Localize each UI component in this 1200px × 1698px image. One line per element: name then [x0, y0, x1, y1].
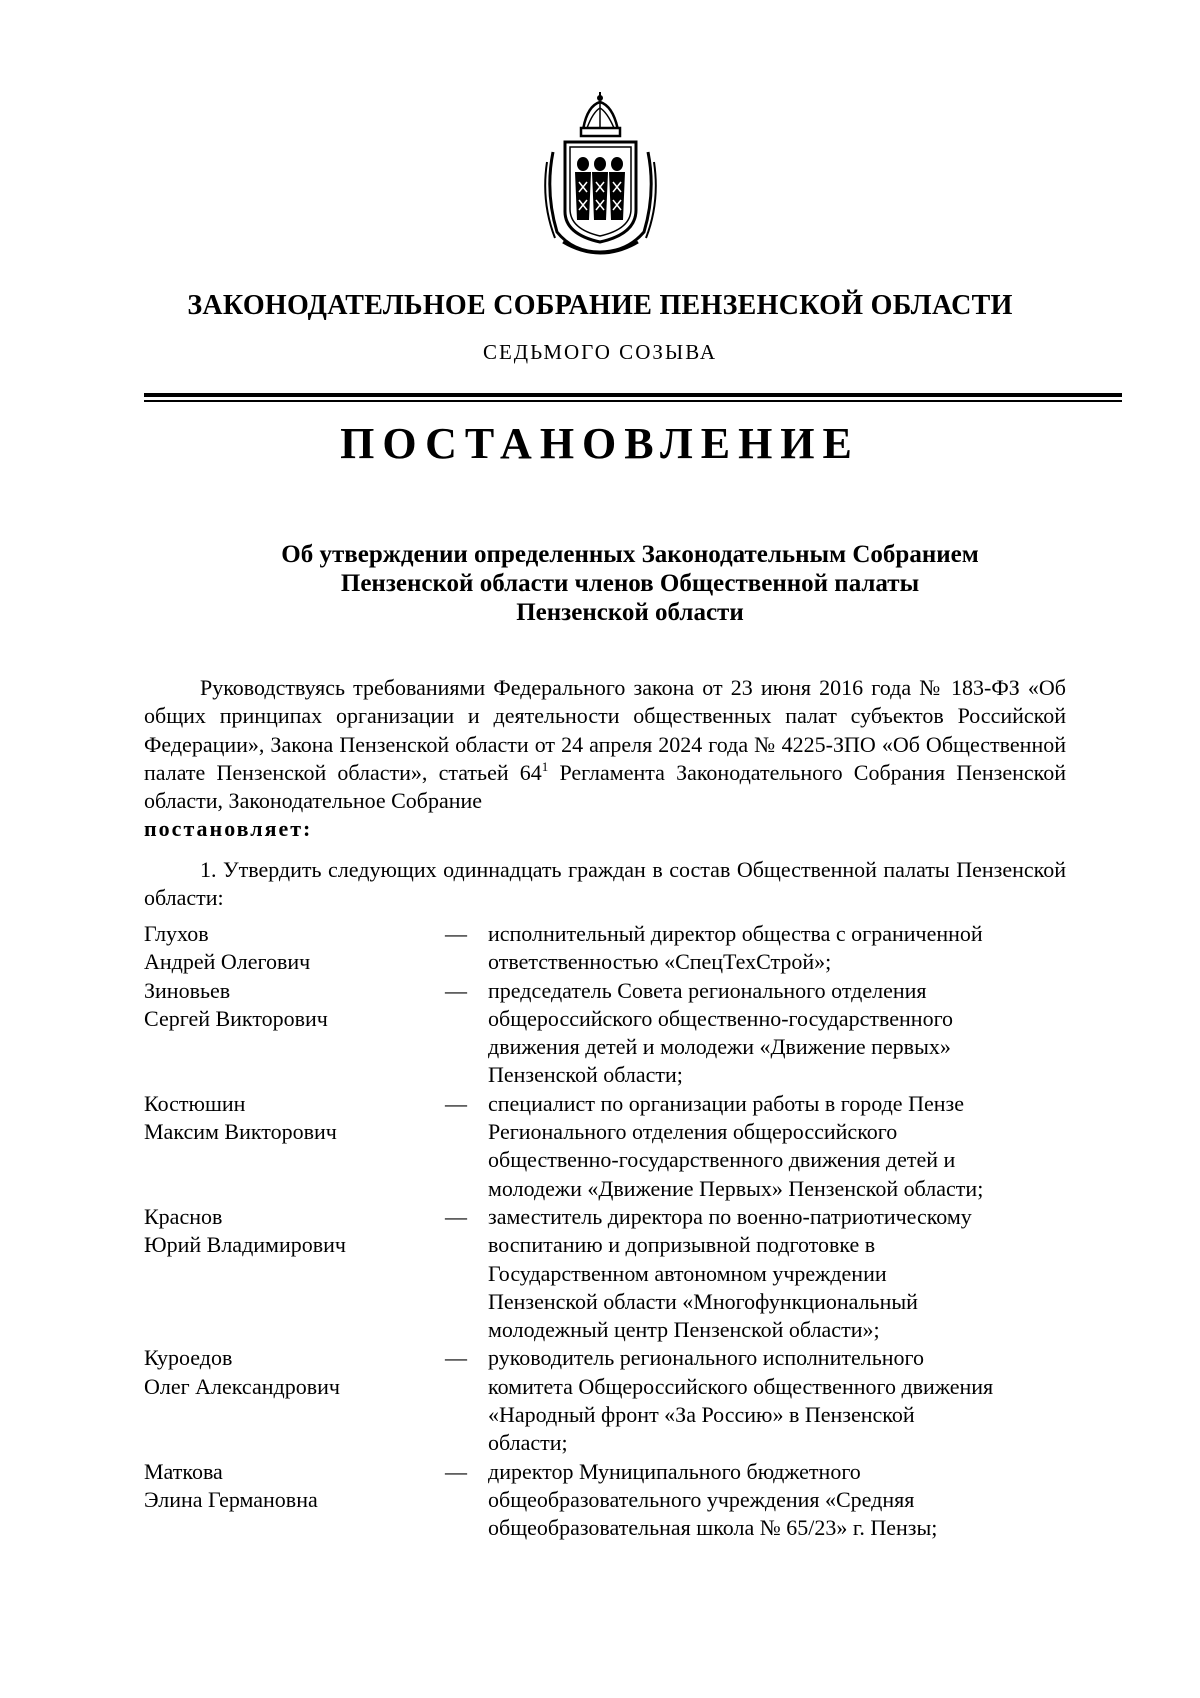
role-line: Государственном автономном учреждении — [488, 1260, 887, 1286]
member-given-names: Андрей Олегович — [144, 949, 311, 975]
document-type-title: ПОСТАНОВЛЕНИЕ — [340, 419, 860, 468]
subject-line: Об утверждении определенных Законодательным Собранием — [281, 541, 979, 568]
role-line: комитета Общероссийского общественного движения — [488, 1373, 994, 1399]
role-line: исполнительный директор общества с ограниченной — [488, 921, 983, 946]
member-name — [144, 1203, 424, 1344]
role-line: руководитель регионального исполнительного — [488, 1345, 924, 1371]
role-line: общероссийского общественно-государственного — [488, 1005, 954, 1031]
role-line: молодежи «Движение Первых» Пензенской области; — [488, 1175, 984, 1201]
item-1-paragraph: 1. Утвердить следующих одиннадцать граждан в состав Общественной палаты Пензенской области: — [144, 857, 1066, 911]
member-given-names: Сергей Викторович — [144, 1005, 328, 1031]
convocation-label: СЕДЬМОГО СОЗЫВА — [482, 340, 718, 364]
preamble-paragraph — [144, 674, 1066, 844]
role-line: области; — [488, 1430, 568, 1456]
role-line: ответственностью «СпецТехСтрой»; — [488, 949, 832, 975]
role-line: специалист по организации работы в городе Пензе — [488, 1090, 964, 1116]
role-line: воспитанию и допризывной подготовке в — [488, 1232, 876, 1258]
member-role — [488, 1344, 1058, 1457]
preamble-text-continued: Регламента Законодательного Собрания Пензенской области, Законодательное Собрание — [144, 759, 1066, 814]
role-line: молодежный центр Пензенской области»; — [488, 1317, 880, 1343]
member-dash: — — [445, 1090, 467, 1116]
member-role — [488, 920, 1058, 977]
member-entry — [144, 1344, 1104, 1457]
member-role — [488, 1458, 1058, 1543]
subject-line: Пензенской области членов Общественной палаты — [340, 570, 920, 597]
member-dash: — — [445, 1203, 467, 1229]
role-line: Регионального отделения общероссийского — [488, 1119, 898, 1145]
member-given-names: Олег Александрович — [144, 1373, 340, 1399]
role-line: общественно-государственного движения детей и — [488, 1147, 956, 1173]
role-line: движения детей и молодежи «Движение первых» — [488, 1034, 951, 1060]
role-line: председатель Совета регионального отделения — [488, 977, 927, 1003]
member-dash: — — [445, 977, 467, 1003]
member-role — [488, 1203, 1058, 1344]
member-role — [488, 977, 1058, 1090]
penza-region-coat-of-arms-icon — [543, 92, 658, 258]
member-given-names: Элина Германовна — [144, 1486, 318, 1512]
role-line: Пензенской области; — [488, 1062, 683, 1088]
member-surname: Глухов — [144, 921, 209, 946]
role-line: директор Муниципального бюджетного — [488, 1458, 861, 1484]
header-divider-thick — [144, 393, 1122, 397]
member-role — [488, 1090, 1058, 1203]
member-dash: — — [445, 1458, 467, 1484]
member-entry — [144, 1090, 1104, 1203]
member-surname: Куроедов — [144, 1345, 233, 1371]
member-name — [144, 920, 424, 977]
member-name — [144, 977, 424, 1090]
role-line: общеобразовательная школа № 65/23» г. Пензы; — [488, 1515, 938, 1541]
members-list — [144, 920, 1104, 1543]
resolution-subject — [150, 540, 1110, 627]
role-line: «Народный фронт «За Россию» в Пензенской — [488, 1402, 915, 1428]
member-entry — [144, 1458, 1104, 1543]
header-divider-thin — [144, 400, 1122, 402]
member-surname: Маткова — [144, 1458, 223, 1484]
role-line: Пензенской области «Многофункциональный — [488, 1288, 918, 1314]
member-surname: Зиновьев — [144, 977, 231, 1003]
member-name — [144, 1458, 424, 1543]
member-entry — [144, 920, 1104, 977]
subject-line: Пензенской области — [516, 599, 744, 626]
member-given-names: Максим Викторович — [144, 1119, 337, 1145]
member-name — [144, 1090, 424, 1203]
organization-name: ЗАКОНОДАТЕЛЬНОЕ СОБРАНИЕ ПЕНЗЕНСКОЙ ОБЛАСТИ — [187, 290, 1013, 321]
member-surname: Костюшин — [144, 1090, 246, 1116]
role-line: общеобразовательного учреждения «Средняя — [488, 1486, 915, 1512]
member-given-names: Юрий Владимирович — [144, 1232, 346, 1258]
member-entry — [144, 1203, 1104, 1344]
role-line: заместитель директора по военно-патриотическому — [488, 1203, 972, 1229]
member-name — [144, 1344, 424, 1457]
member-dash: — — [445, 921, 467, 946]
article-superscript: 1 — [541, 758, 549, 774]
member-dash: — — [445, 1345, 467, 1371]
decree-verb: постановляет: — [144, 816, 313, 842]
member-entry — [144, 977, 1104, 1090]
member-surname: Краснов — [144, 1203, 223, 1229]
preamble-text: Руководствуясь требованиями Федерального закона от 23 июня 2016 года № 183-ФЗ «Об общих принципах организации и деятельности общественных палат субъектов Российской Федерации», Закона Пензенской области от 24 апреля 2024 года № 4225-ЗПО «Об Общественной палате Пензенской области», статьей 64 — [144, 675, 1066, 785]
